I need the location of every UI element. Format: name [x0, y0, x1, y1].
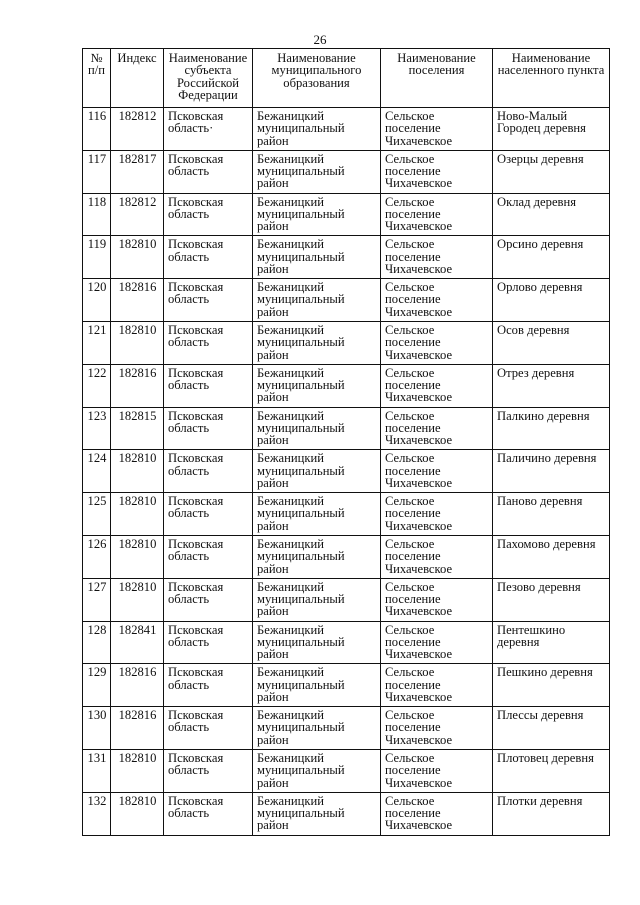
table-row — [83, 707, 610, 750]
locality-name: Оклад деревня — [493, 193, 610, 236]
municipality-name: Бежаницкий муниципальный район — [253, 664, 381, 707]
locality-name: Отрез деревня — [493, 364, 610, 407]
header-subject: Наименование субъекта Российской Федерации — [164, 49, 253, 108]
table-row — [83, 621, 610, 664]
federal-subject: Псковская область — [164, 621, 253, 664]
locality-name: Пезово деревня — [493, 578, 610, 621]
municipality-name: Бежаницкий муниципальный район — [253, 535, 381, 578]
locality-name: Плотовец деревня — [493, 749, 610, 792]
settlement-name: Сельское поселение Чихачевское — [381, 450, 493, 493]
settlement-name: Сельское поселение Чихачевское — [381, 749, 493, 792]
postal-index: 182816 — [111, 707, 164, 750]
row-number: 132 — [83, 792, 111, 835]
row-number: 116 — [83, 108, 111, 151]
settlement-name: Сельское поселение Чихачевское — [381, 535, 493, 578]
federal-subject: Псковская область — [164, 364, 253, 407]
federal-subject: Псковская область — [164, 193, 253, 236]
federal-subject: Псковская область· — [164, 108, 253, 151]
settlement-name: Сельское поселение Чихачевское — [381, 707, 493, 750]
table-row — [83, 150, 610, 193]
postal-index: 182810 — [111, 792, 164, 835]
table-row — [83, 578, 610, 621]
municipality-name: Бежаницкий муниципальный район — [253, 749, 381, 792]
table-row — [83, 749, 610, 792]
table-row — [83, 108, 610, 151]
municipality-name: Бежаницкий муниципальный район — [253, 364, 381, 407]
table-row — [83, 493, 610, 536]
municipality-name: Бежаницкий муниципальный район — [253, 150, 381, 193]
postal-index: 182810 — [111, 493, 164, 536]
locality-name: Осов деревня — [493, 321, 610, 364]
postal-index: 182810 — [111, 236, 164, 279]
row-number: 124 — [83, 450, 111, 493]
postal-index: 182810 — [111, 578, 164, 621]
municipality-name: Бежаницкий муниципальный район — [253, 193, 381, 236]
postal-index: 182841 — [111, 621, 164, 664]
row-number: 125 — [83, 493, 111, 536]
municipality-name: Бежаницкий муниципальный район — [253, 450, 381, 493]
settlement-name: Сельское поселение Чихачевское — [381, 279, 493, 322]
settlement-name: Сельское поселение Чихачевское — [381, 150, 493, 193]
postal-index: 182810 — [111, 749, 164, 792]
locality-name: Пахомово деревня — [493, 535, 610, 578]
table-row — [83, 236, 610, 279]
federal-subject: Псковская область — [164, 493, 253, 536]
postal-index: 182810 — [111, 321, 164, 364]
table-row — [83, 193, 610, 236]
row-number: 117 — [83, 150, 111, 193]
federal-subject: Псковская область — [164, 236, 253, 279]
row-number: 129 — [83, 664, 111, 707]
locality-name: Ново-Малый Городец деревня — [493, 108, 610, 151]
header-number: № п/п — [83, 49, 111, 108]
postal-index: 182810 — [111, 450, 164, 493]
settlement-name: Сельское поселение Чихачевское — [381, 792, 493, 835]
row-number: 127 — [83, 578, 111, 621]
table-row — [83, 450, 610, 493]
locality-name: Палкино деревня — [493, 407, 610, 450]
municipality-name: Бежаницкий муниципальный район — [253, 279, 381, 322]
municipality-name: Бежаницкий муниципальный район — [253, 407, 381, 450]
settlement-name: Сельское поселение Чихачевское — [381, 621, 493, 664]
settlement-name: Сельское поселение Чихачевское — [381, 236, 493, 279]
federal-subject: Псковская область — [164, 707, 253, 750]
header-settlement: Наименование поселения — [381, 49, 493, 108]
table-row — [83, 535, 610, 578]
locality-name: Пентешкино деревня — [493, 621, 610, 664]
municipality-name: Бежаницкий муниципальный район — [253, 621, 381, 664]
row-number: 119 — [83, 236, 111, 279]
settlement-name: Сельское поселение Чихачевское — [381, 493, 493, 536]
municipality-name: Бежаницкий муниципальный район — [253, 792, 381, 835]
row-number: 131 — [83, 749, 111, 792]
postal-index: 182810 — [111, 535, 164, 578]
row-number: 120 — [83, 279, 111, 322]
locality-name: Плессы деревня — [493, 707, 610, 750]
settlement-name: Сельское поселение Чихачевское — [381, 364, 493, 407]
municipality-name: Бежаницкий муниципальный район — [253, 707, 381, 750]
row-number: 121 — [83, 321, 111, 364]
locality-name: Паличино деревня — [493, 450, 610, 493]
postal-index: 182815 — [111, 407, 164, 450]
locality-name: Паново деревня — [493, 493, 610, 536]
table-row — [83, 407, 610, 450]
table-row — [83, 364, 610, 407]
locality-name: Плотки деревня — [493, 792, 610, 835]
federal-subject: Псковская область — [164, 279, 253, 322]
table-header-row — [83, 49, 610, 108]
row-number: 128 — [83, 621, 111, 664]
table-row — [83, 792, 610, 835]
settlement-name: Сельское поселение Чихачевское — [381, 193, 493, 236]
locality-name: Орлово деревня — [493, 279, 610, 322]
row-number: 126 — [83, 535, 111, 578]
postal-index: 182817 — [111, 150, 164, 193]
locality-name: Пешкино деревня — [493, 664, 610, 707]
row-number: 130 — [83, 707, 111, 750]
table-row — [83, 321, 610, 364]
federal-subject: Псковская область — [164, 749, 253, 792]
row-number: 122 — [83, 364, 111, 407]
federal-subject: Псковская область — [164, 321, 253, 364]
municipality-name: Бежаницкий муниципальный район — [253, 578, 381, 621]
postal-index: 182812 — [111, 193, 164, 236]
header-place: Наименование населенного пункта — [493, 49, 610, 108]
locality-name: Орсино деревня — [493, 236, 610, 279]
federal-subject: Псковская область — [164, 535, 253, 578]
table-row — [83, 279, 610, 322]
settlements-table — [82, 48, 610, 836]
table-row — [83, 664, 610, 707]
row-number: 123 — [83, 407, 111, 450]
header-municipality: Наименование муниципального образования — [253, 49, 381, 108]
postal-index: 182816 — [111, 664, 164, 707]
postal-index: 182816 — [111, 279, 164, 322]
settlement-name: Сельское поселение Чихачевское — [381, 407, 493, 450]
settlement-name: Сельское поселение Чихачевское — [381, 664, 493, 707]
federal-subject: Псковская область — [164, 578, 253, 621]
municipality-name: Бежаницкий муниципальный район — [253, 236, 381, 279]
federal-subject: Псковская область — [164, 450, 253, 493]
settlement-name: Сельское поселение Чихачевское — [381, 578, 493, 621]
municipality-name: Бежаницкий муниципальный район — [253, 108, 381, 151]
settlement-name: Сельское поселение Чихачевское — [381, 108, 493, 151]
federal-subject: Псковская область — [164, 792, 253, 835]
row-number: 118 — [83, 193, 111, 236]
federal-subject: Псковская область — [164, 150, 253, 193]
federal-subject: Псковская область — [164, 407, 253, 450]
municipality-name: Бежаницкий муниципальный район — [253, 493, 381, 536]
locality-name: Озерцы деревня — [493, 150, 610, 193]
table-body — [83, 108, 610, 836]
postal-index: 182812 — [111, 108, 164, 151]
settlement-name: Сельское поселение Чихачевское — [381, 321, 493, 364]
federal-subject: Псковская область — [164, 664, 253, 707]
header-index: Индекс — [111, 49, 164, 108]
postal-index: 182816 — [111, 364, 164, 407]
page-number: 26 — [313, 32, 327, 47]
municipality-name: Бежаницкий муниципальный район — [253, 321, 381, 364]
